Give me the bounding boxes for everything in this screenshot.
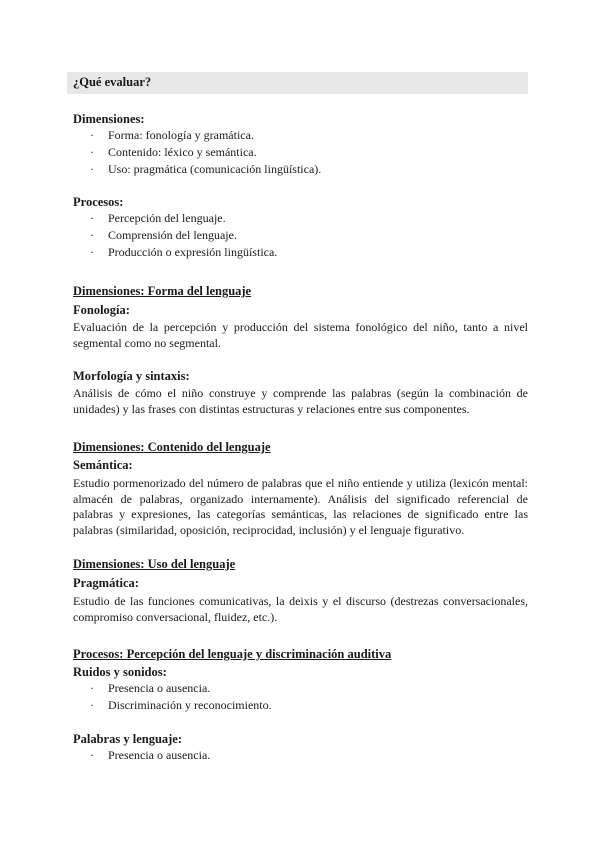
- palabras-title: Palabras y lenguaje:: [73, 732, 183, 746]
- ruidos-title: Ruidos y sonidos:: [73, 665, 167, 679]
- procesos-heading: Procesos:: [73, 195, 124, 209]
- semantica-block: [73, 457, 528, 538]
- morfologia-block: [73, 368, 528, 417]
- morfologia-text: Análisis de cómo el niño construye y comprende las palabras (según la combinación de unidades) y las frases con distintas estructuras y relaciones entre sus componentes.: [73, 386, 528, 416]
- bullet-icon: ·: [90, 748, 94, 762]
- uso-heading: Dimensiones: Uso del lenguaje: [73, 557, 236, 571]
- dimensiones-list: [73, 127, 528, 178]
- ruidos-list: [73, 680, 528, 714]
- section-title-bar: [67, 72, 528, 94]
- pragmatica-block: [73, 575, 528, 625]
- percepcion-heading: Procesos: Percepción del lenguaje y discriminación auditiva: [73, 647, 392, 661]
- uso-section: [73, 556, 528, 572]
- bullet-icon: ·: [90, 162, 94, 176]
- list-item: · Presencia o ausencia.: [90, 681, 211, 695]
- list-item: · Presencia o ausencia.: [90, 748, 211, 762]
- bullet-icon: ·: [90, 228, 94, 242]
- fonologia-title: Fonología:: [73, 303, 130, 317]
- list-item: · Producción o expresión lingüística.: [90, 245, 278, 259]
- contenido-section: [73, 439, 528, 455]
- pragmatica-title: Pragmática:: [73, 576, 139, 590]
- palabras-list: [73, 747, 528, 764]
- list-item: · Uso: pragmática (comunicación lingüística).: [90, 162, 322, 176]
- fonologia-block: [73, 302, 528, 351]
- list-item: · Discriminación y reconocimiento.: [90, 698, 272, 712]
- bullet-icon: ·: [90, 211, 94, 225]
- contenido-heading: Dimensiones: Contenido del lenguaje: [73, 440, 271, 454]
- list-item: · Forma: fonología y gramática.: [90, 128, 254, 142]
- forma-section: [73, 283, 528, 299]
- bullet-icon: ·: [90, 245, 94, 259]
- procesos-list: [73, 210, 528, 261]
- list-item: · Percepción del lenguaje.: [90, 211, 226, 225]
- section-title: ¿Qué evaluar?: [73, 75, 152, 89]
- pragmatica-text: Estudio de las funciones comunicativas, la deixis y el discurso (destrezas conversacionales, compromiso conversacional, fluidez, etc.).: [73, 594, 528, 624]
- bullet-icon: ·: [90, 681, 94, 695]
- dimensiones-block: [73, 111, 528, 178]
- procesos-block: [73, 194, 528, 261]
- bullet-icon: ·: [90, 145, 94, 159]
- palabras-block: [73, 731, 528, 764]
- semantica-text: Estudio pormenorizado del número de palabras que el niño entiende y utiliza (lexicón mental: almacén de palabras, organizado internamente). Análisis del significado referencial de palabras y expresiones, las categorías semánticas, las relaciones de significado entre las palabras (similaridad, oposición, reciprocidad, inclusión) y el lenguaje figurativo.: [73, 476, 528, 537]
- dimensiones-heading: Dimensiones:: [73, 112, 145, 126]
- forma-heading: Dimensiones: Forma del lenguaje: [73, 284, 252, 298]
- bullet-icon: ·: [90, 128, 94, 142]
- ruidos-block: [73, 664, 528, 714]
- morfologia-title: Morfología y sintaxis:: [73, 369, 190, 383]
- percepcion-section: [73, 646, 528, 662]
- list-item: · Contenido: léxico y semántica.: [90, 145, 257, 159]
- list-item: · Comprensión del lenguaje.: [90, 228, 237, 242]
- fonologia-text: Evaluación de la percepción y producción del sistema fonológico del niño, tanto a nivel segmental como no segmental.: [73, 320, 528, 350]
- bullet-icon: ·: [90, 698, 94, 712]
- semantica-title: Semántica:: [73, 458, 133, 472]
